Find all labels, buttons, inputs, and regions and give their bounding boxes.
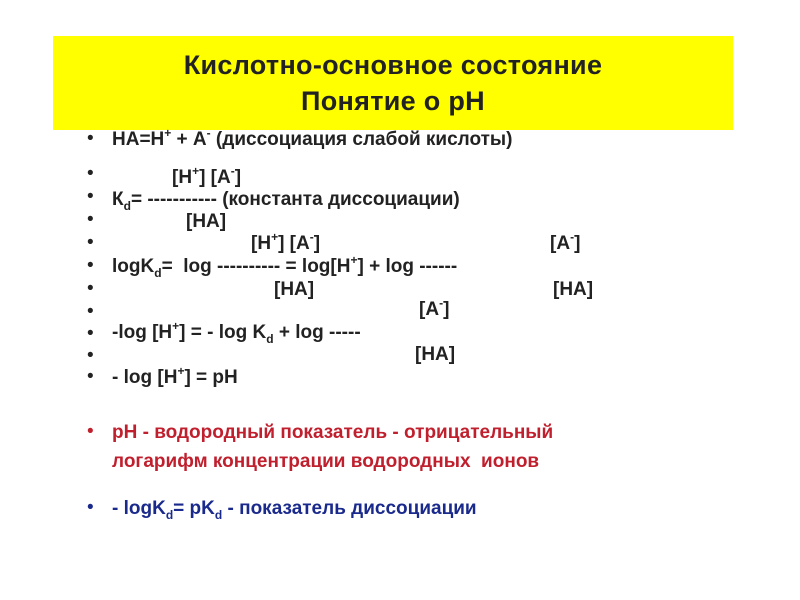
ph-equation: - log [Н+] = рН [112,364,238,388]
bullet-4: • [87,209,94,230]
ph-definition-line-2: логарифм концентрации водородных ионов [112,451,540,472]
neglog-denominator: [НА] [415,344,456,365]
bullet-6: • [87,255,94,276]
ph-definition-line-1: рН - водородный показатель - отрицательный [112,422,554,443]
bullet-blue: • [87,497,94,518]
bullet-2: • [87,163,94,184]
bullet-red: • [87,421,94,442]
dissociation-equation: НА=Н+ + А- (диссоциация слабой кислоты) [112,126,513,150]
logkd-numerator-1: [Н+] [А-] [251,230,321,254]
logkd-numerator-2: [А-] [550,230,581,254]
bullet-11: • [87,366,94,387]
kd-numerator: [Н+] [А-] [172,164,242,188]
neglog-equation: -log [Н+] = - $\log K_d + \log$ ----- [112,319,361,346]
kd-equation: $К_d=$ ----------- (константа диссоциации) [112,189,460,213]
bullet-3: • [87,186,94,207]
logkd-denominator-1: [НА] [274,279,315,300]
neglog-numerator: [А-] [419,296,450,320]
bullet-1: • [87,128,94,149]
bullet-5: • [87,232,94,253]
title-line-2: Понятие о рН [301,86,485,116]
bullet-10: • [87,345,94,366]
title-banner [53,36,733,130]
bullet-8: • [87,301,94,322]
title-line-1: Кислотно-основное состояние [183,50,603,80]
bullet-9: • [87,323,94,344]
pkd-definition: - $\log K_d= рK_d$ - показатель диссоциации [112,498,477,522]
logkd-denominator-2: [НА] [553,279,594,300]
logkd-equation: logK$_d$= log ---------- = log[Н+] + log ------ [112,253,458,280]
bullet-7: • [87,278,94,299]
kd-denominator: [НА] [186,211,227,232]
